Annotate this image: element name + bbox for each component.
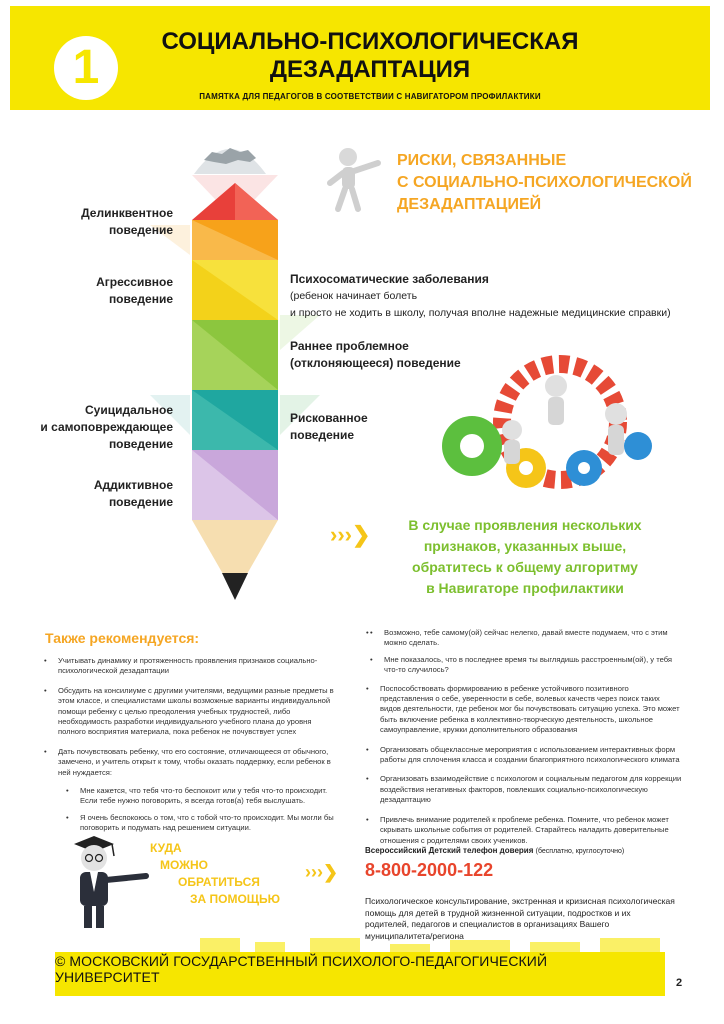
arrow-right-icon: ›››❯ [330, 522, 371, 547]
page-title: СОЦИАЛЬНО-ПСИХОЛОГИЧЕСКАЯ ДЕЗАДАПТАЦИЯ [161, 28, 579, 83]
algorithm-line: в Навигаторе профилактики [426, 580, 624, 596]
label-line: Агрессивное [96, 275, 173, 289]
hotline-description: Психологическое консультирование, экстренная и кризисная психологическая помощь для детей в трудной жизненной ситуации, подростков и их родителей, педагогов и специалистов в организациях Вашего муниципалитета/региона [365, 896, 675, 941]
risks-title [397, 150, 692, 216]
recommendation-subitem: • Я очень беспокоюсь о том, что с тобой что-то происходит. Мы могли бы поговорить и подумать над решением ситуации. [58, 813, 340, 834]
hotline-label [365, 846, 624, 855]
recommendation-item: • Организовать взаимодействие с психологом и социальным педагогом для коррекции воздействия негативных факторов, повлекших социально-психологическую дезадаптацию [362, 774, 682, 805]
recommendation-sublist [362, 628, 682, 676]
gears-teamwork-illustration [432, 350, 664, 500]
label-aggressive [60, 274, 173, 308]
recommendation-item: • Поспособствовать формированию в ребенке устойчивого позитивного представления о себе, уверенности в себе, волевых качеств через поиск таких видов деятельности, где ребенок мог бы почувствовать ситуацию успеха. Это может быть включение ребенка в коллективно-творческую деятельность, школьное самоуправление, кружки дополнительного образования [362, 684, 682, 736]
risks-title-line: РИСКИ, СВЯЗАННЫЕ [397, 152, 567, 169]
recommendation-item: • Учитывать динамику и протяженность проявления признаков социально-психологической дезадаптации [40, 656, 340, 677]
recommendation-subitem: • • Возможно, тебе самому(ой) сейчас нелегко, давай вместе подумаем, что с этим можно сделать. [362, 628, 682, 649]
label-line: Аддиктивное [93, 478, 173, 492]
label-line: Психосоматические заболевания [290, 272, 489, 286]
label-line: поведение [108, 437, 173, 451]
recommendation-item: • Обсудить на консилиуме с другими учителями, ведущими разные предметы в этом классе, и специалистами школы возможные варианты индивидуальной помощи ребенку с целью преодоления учебных трудностей, либо необходимость разработки индивидуального учебного плана до уровня полного восприятия материала, пока ребенок не почувствует успех [40, 686, 340, 738]
where-to-get-help [150, 840, 280, 908]
recommendation-text: Дать почувствовать ребенку, что его состояние, отличающееся от обычного, замечено, и учитель открыт к тому, чтобы оказать поддержку, если ребенок в ней нуждается: [58, 746, 331, 777]
label-line: Рискованное [290, 411, 368, 425]
risks-title-line: ДЕЗАДАПТАЦИЕЙ [397, 196, 542, 213]
label-detail: (ребенок начинает болеть [290, 290, 418, 302]
label-line: Суицидальное [84, 403, 173, 417]
where-line: ОБРАТИТЬСЯ [178, 875, 260, 889]
page-number: 2 [676, 977, 683, 989]
label-addictive [60, 477, 173, 511]
algorithm-callout [405, 515, 645, 599]
where-line: ЗА ПОМОЩЬЮ [190, 892, 281, 906]
label-suicidal [20, 402, 173, 453]
label-line: поведение [108, 223, 173, 237]
label-line: (отклоняющееся) поведение [290, 356, 461, 370]
copyright: © МОСКОВСКИЙ ГОСУДАРСТВЕННЫЙ ПСИХОЛОГО-ПЕДАГОГИЧЕСКИЙ УНИВЕРСИТЕТ [55, 953, 548, 985]
russia-map-icon [190, 130, 270, 180]
label-line: поведение [290, 428, 355, 442]
recommendations-right-column [362, 628, 682, 855]
where-line: МОЖНО [160, 858, 209, 872]
recommendation-item [40, 747, 340, 834]
pointing-figure-icon [318, 145, 388, 215]
recommendations-title: Также рекомендуется: [45, 630, 200, 646]
recommendation-subitem: • Мне кажется, что тебя что-то беспокоит или у тебя что-то происходит. Если тебе нужно поговорить, я всегда готов(а) тебя выслушать. [58, 786, 340, 807]
algorithm-line: обратитесь к общему алгоритму [412, 559, 638, 575]
hotline-phone[interactable]: 8-800-2000-122 [365, 860, 494, 880]
hotline-label-text: Всероссийский Детский телефон доверия [365, 846, 534, 855]
pencil-illustration [150, 175, 320, 615]
label-detail: и просто не ходить в школу, получая вполне надежные медицинские справки) [290, 307, 671, 319]
label-risky [290, 410, 440, 444]
where-line: КУДА [150, 841, 182, 855]
label-delinquent [60, 205, 173, 239]
label-line: и самоповреждающее [40, 420, 173, 434]
arrow-right-icon: ›››❯ [305, 862, 339, 882]
risks-title-line: С СОЦИАЛЬНО-ПСИХОЛОГИЧЕСКОЙ [397, 174, 692, 191]
label-line: поведение [108, 495, 173, 509]
header-banner [10, 6, 710, 110]
recommendation-subitem: • Мне показалось, что в последнее время ты выглядишь расстроенным(ой), у тебя что-то случилось? [362, 655, 682, 676]
recommendations-left-column [40, 656, 340, 843]
teacher-figure-icon [60, 832, 150, 932]
section-number: 1 [54, 36, 118, 100]
page-subtitle: ПАМЯТКА ДЛЯ ПЕДАГОГОВ В СООТВЕТСТВИИ С НАВИГАТОРОМ ПРОФИЛАКТИКИ [199, 92, 541, 101]
label-line: Раннее проблемное [290, 339, 409, 353]
recommendation-item: • Привлечь внимание родителей к проблеме ребенка. Помните, что ребенок может скрывать школьные события от родителей. Старайтесь наладить доверительные отношения с родителями своих учеников. [362, 815, 682, 846]
hotline-note: (бесплатно, круглосуточно) [535, 848, 625, 855]
label-psychosomatic [290, 271, 710, 322]
label-line: поведение [108, 292, 173, 306]
algorithm-line: признаков, указанных выше, [423, 538, 627, 554]
recommendation-item: • Организовать общеклассные мероприятия с использованием интерактивных форм работы для сплочения класса и создании благоприятного психологического климата [362, 745, 682, 766]
label-line: Делинквентное [81, 206, 173, 220]
algorithm-line: В случае проявления нескольких [408, 517, 642, 533]
